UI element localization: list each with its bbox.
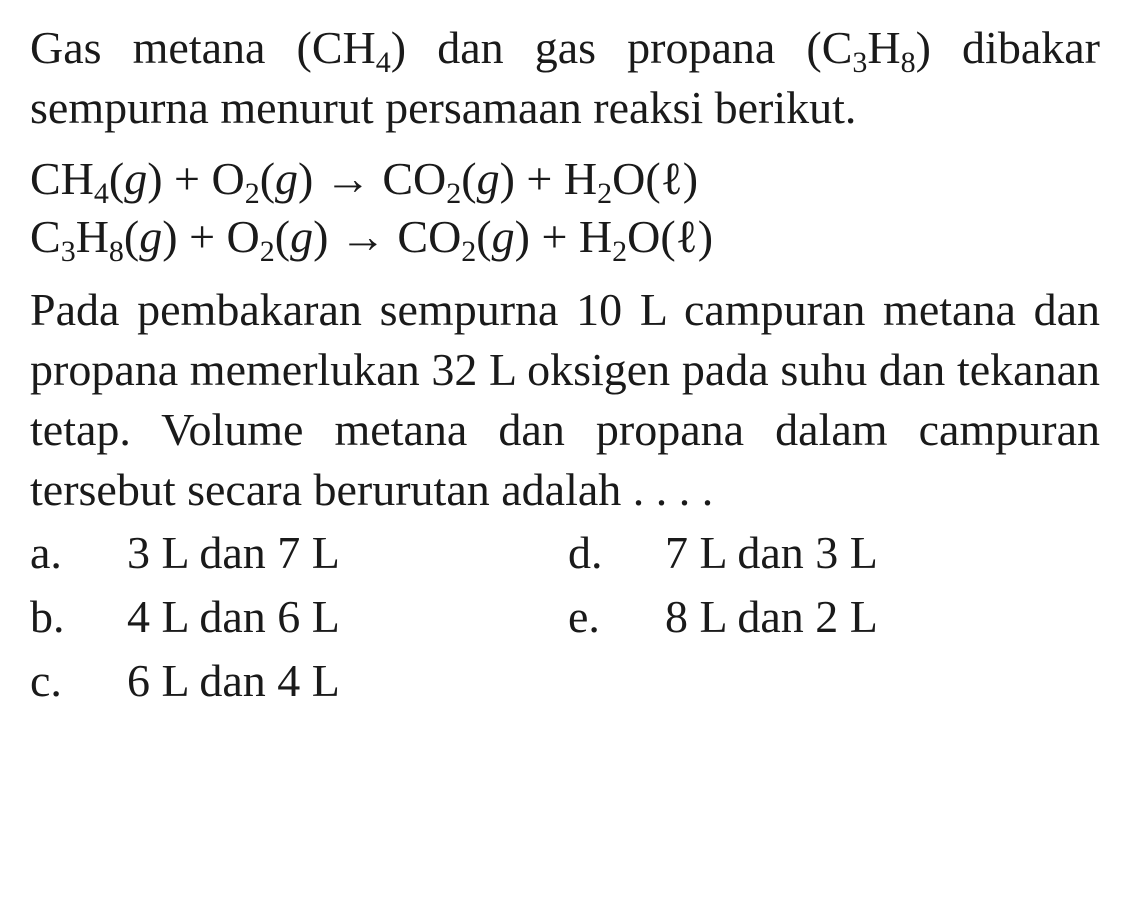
eq2-state: g [139, 211, 163, 262]
intro-subscript-2: 3 [852, 46, 868, 79]
eq2-part: ( [476, 211, 492, 262]
option-letter: a. [30, 527, 62, 578]
option-letter: e. [568, 591, 600, 642]
eq1-state: g [124, 153, 148, 204]
eq2-part: O( [627, 211, 676, 262]
eq1-part: ) + O [147, 153, 245, 204]
eq1-sub: 2 [446, 177, 462, 210]
equation-methane [30, 150, 1100, 208]
eq2-part: ( [274, 211, 291, 262]
eq1-state: ℓ [660, 153, 683, 204]
eq2-sub: 3 [60, 235, 76, 268]
eq1-state: g [476, 153, 500, 204]
intro-text-3: H [867, 22, 901, 73]
eq2-sub: 2 [612, 235, 628, 268]
option-d[interactable] [568, 524, 878, 582]
eq2-part: ) → CO [313, 211, 462, 262]
eq1-sub: 2 [597, 177, 613, 210]
option-a[interactable] [30, 524, 340, 582]
eq1-sub: 4 [93, 177, 109, 210]
option-text: 4 L dan 6 L [127, 591, 340, 642]
eq2-part: ) + O [162, 211, 260, 262]
answer-options [30, 524, 1100, 724]
option-text: 3 L dan 7 L [127, 527, 340, 578]
eq1-part: ) → CO [298, 153, 447, 204]
option-letter: c. [30, 655, 62, 706]
eq1-part: ( [259, 153, 276, 204]
question-intro [30, 18, 1100, 138]
eq1-part: ) [682, 153, 699, 204]
intro-text-4: ) dibakar sempurna menurut persamaan reaksi berikut. [30, 22, 1100, 133]
option-letter: d. [568, 527, 603, 578]
eq2-part: C [30, 211, 61, 262]
intro-text-1: Gas metana (CH [30, 22, 376, 73]
intro-subscript-1: 4 [375, 46, 391, 79]
eq1-part: ) + H [499, 153, 598, 204]
eq2-part: ) [697, 211, 714, 262]
option-text: 6 L dan 4 L [127, 655, 340, 706]
eq1-sub: 2 [244, 177, 260, 210]
intro-text-2: ) dan gas propana (C [390, 22, 853, 73]
question-page [30, 18, 1100, 724]
option-c[interactable] [30, 652, 340, 710]
eq2-sub: 2 [259, 235, 275, 268]
option-text: 7 L dan 3 L [665, 527, 878, 578]
eq1-part: O( [612, 153, 661, 204]
eq2-part: ) + H [514, 211, 613, 262]
eq1-part: ( [108, 153, 125, 204]
eq2-state: g [290, 211, 314, 262]
eq2-state: ℓ [675, 211, 698, 262]
eq2-part: ( [123, 211, 140, 262]
eq1-part: CH [30, 153, 94, 204]
question-prompt: Pada pembakaran sempurna 10 L campuran metana dan propana memerlukan 32 L oksigen pada suhu dan tekanan tetap. Volume metana dan propana dalam campuran tersebut secara berurutan adalah . . . . [30, 284, 1100, 515]
reaction-equations [30, 150, 1100, 266]
equation-propane [30, 208, 1100, 266]
option-e[interactable] [568, 588, 878, 646]
eq2-sub: 2 [461, 235, 477, 268]
option-b[interactable] [30, 588, 340, 646]
eq1-part: ( [461, 153, 477, 204]
eq2-state: g [491, 211, 515, 262]
option-letter: b. [30, 591, 65, 642]
eq1-state: g [275, 153, 299, 204]
option-text: 8 L dan 2 L [665, 591, 878, 642]
eq2-part: H [75, 211, 109, 262]
intro-subscript-3: 8 [900, 46, 916, 79]
eq2-sub: 8 [108, 235, 124, 268]
